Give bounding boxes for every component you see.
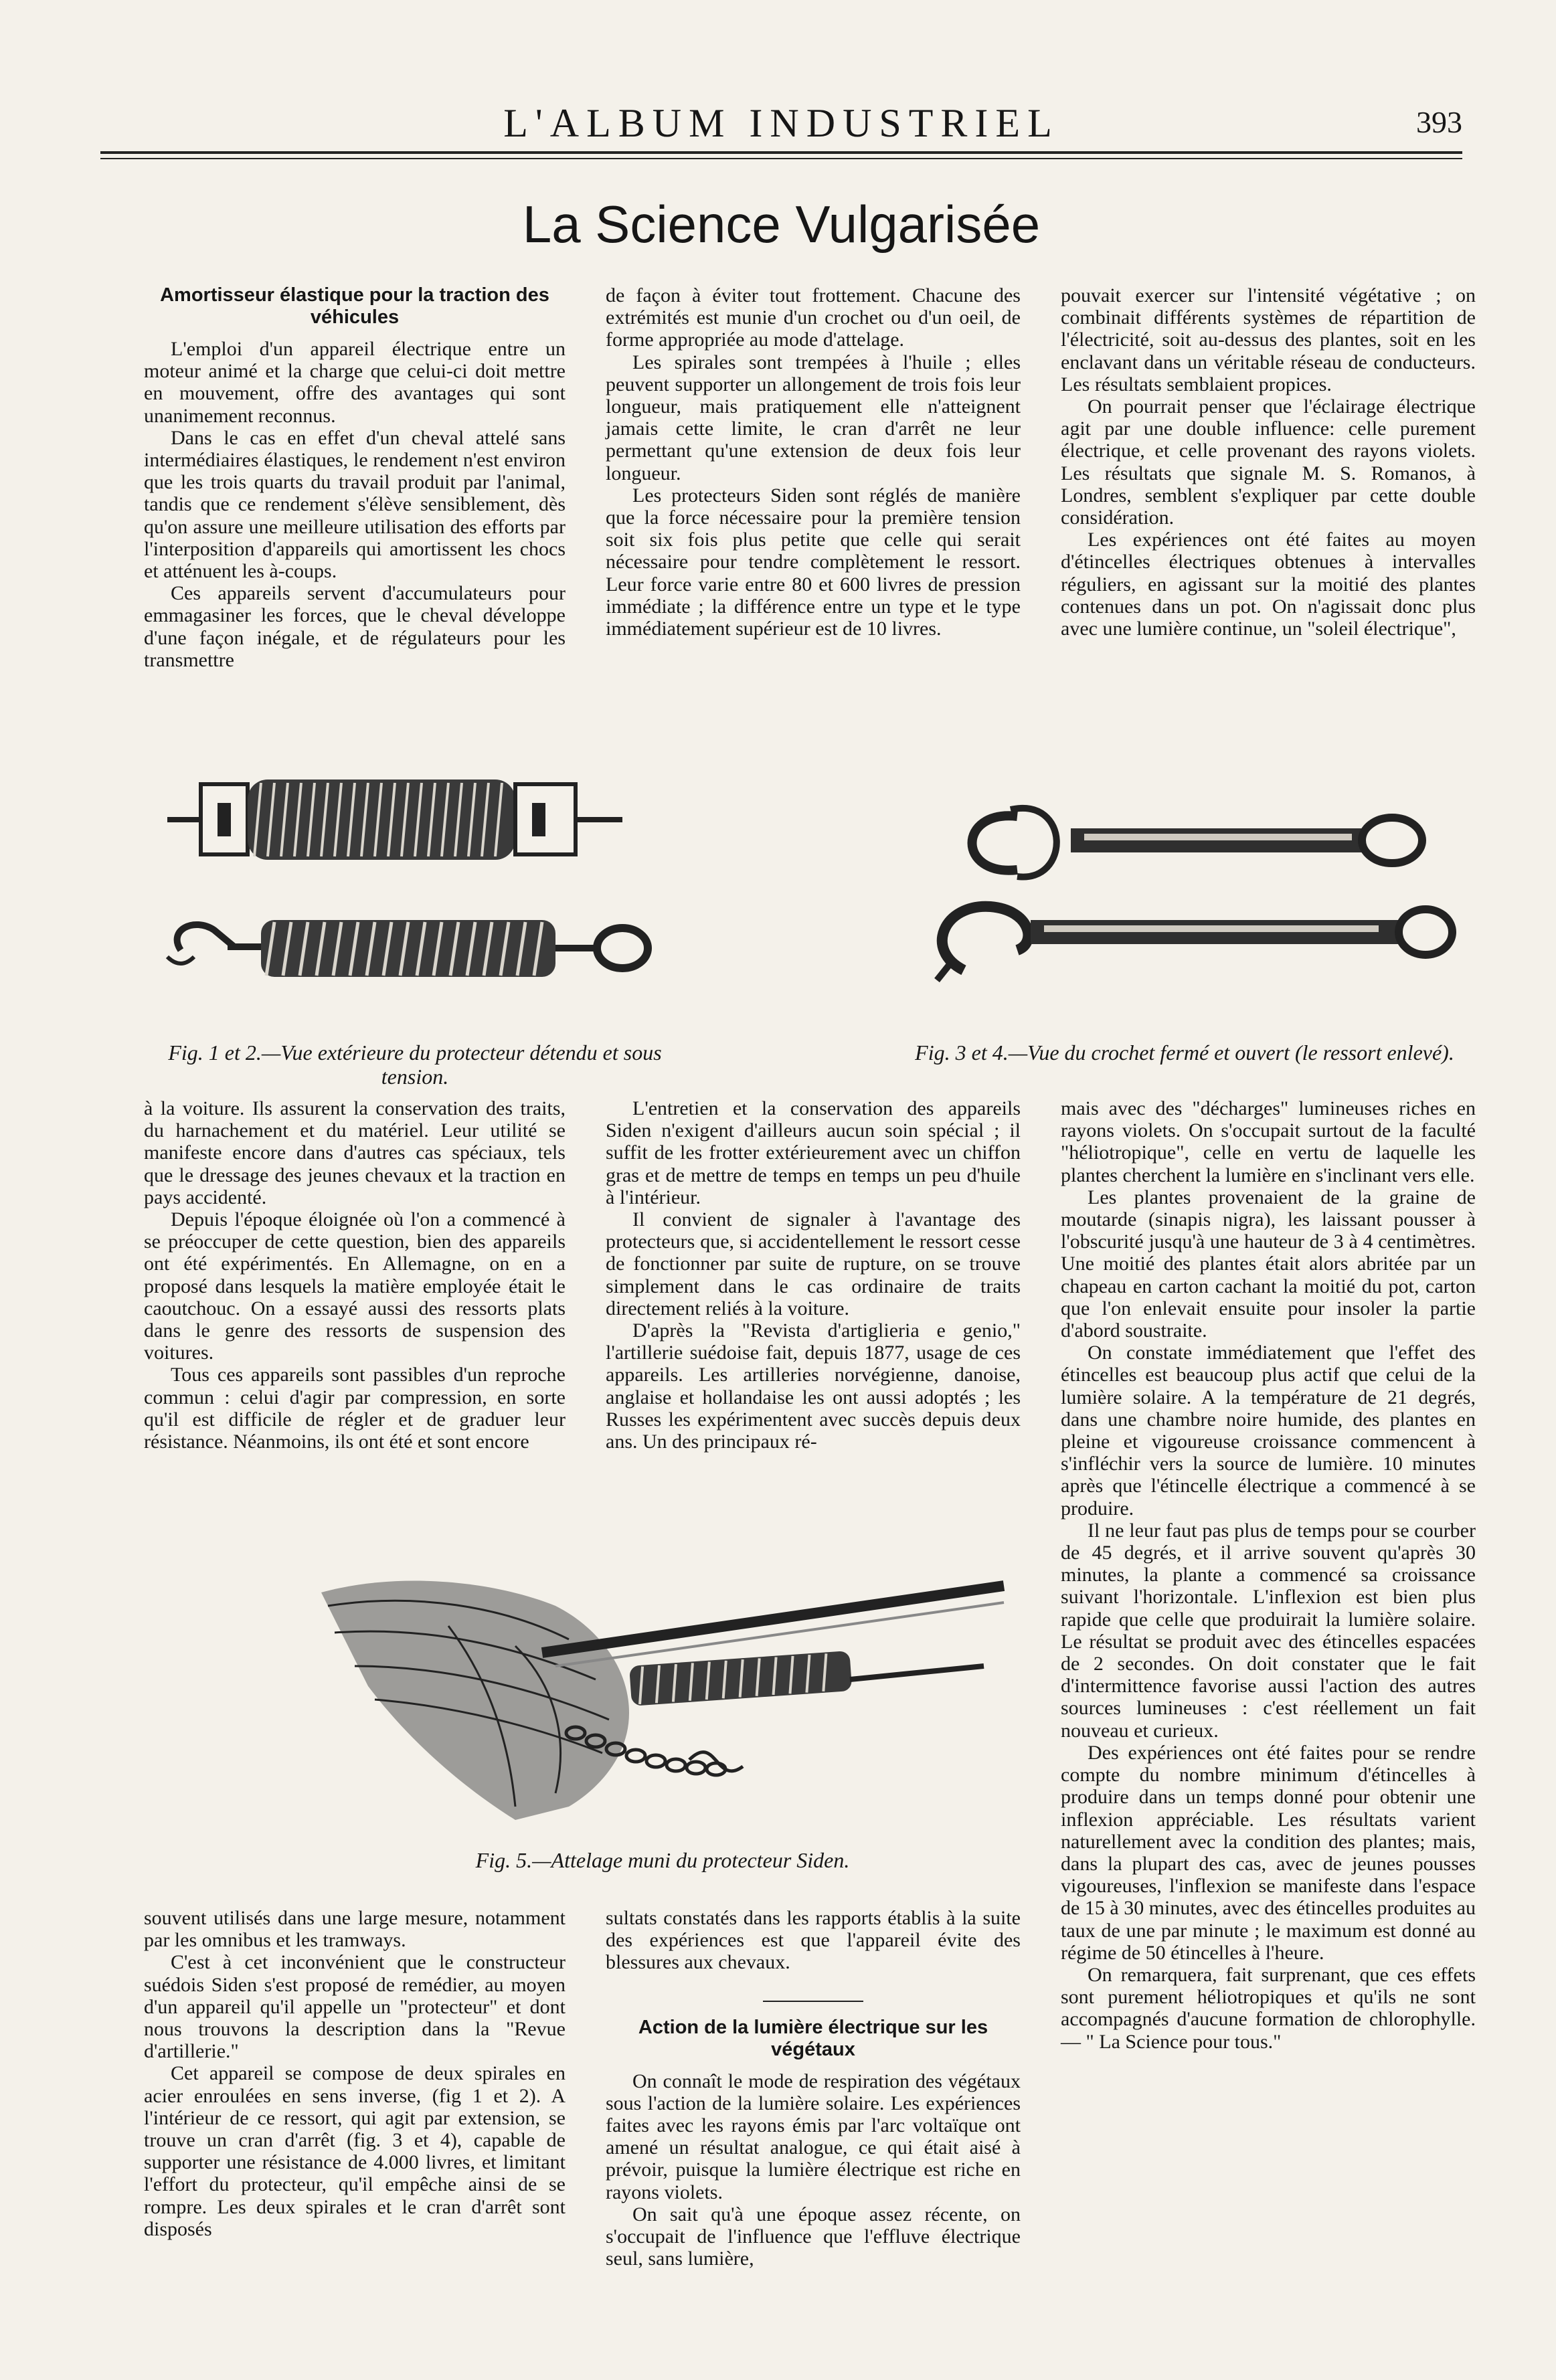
article1-column2-bottom: [606, 1907, 1021, 2270]
paragraph: L'entretien et la conservation des appareils Siden n'exigent d'ailleurs aucun soin spécial ; il suffit de les frotter extérieurement avec un chiffon gras et de mettre de temps en temps un peu d'huile à l'intérieur.: [606, 1097, 1021, 1208]
figure-4-hook-open: [937, 907, 1452, 980]
paragraph: On connaît le mode de respiration des végétaux sous l'action de la lumière solaire. Les expériences faites avec les rayons émis par l'arc voltaïque ont amené un résultat analogue, ce qui était aisé à prévoir, puisque la lumière électrique est riche en rayons violets.: [606, 2070, 1021, 2203]
section-title: La Science Vulgarisée: [522, 195, 1041, 254]
figure-1-protector-stretched: [167, 780, 622, 860]
paragraph: Ces appareils servent d'accumulateurs pour emmagasiner les forces, que le cheval développe d'une façon inégale, et de régulateurs pour les transmettre: [144, 582, 566, 671]
paragraph: D'après la "Revista d'artiglieria e genio," l'artillerie suédoise fait, depuis 1877, usage de ces appareils. Les artilleries norvégienne, danoise, anglaise et hollandaise les ont aussi adoptés ; les Russes les expérimentent avec succès depuis deux ans. Un des principaux ré-: [606, 1319, 1021, 1453]
figure-2-protector-tension: [167, 920, 648, 977]
paragraph: Les plantes provenaient de la graine de moutarde (sinapis nigra), les laissant pousser à l'obscurité jusqu'à une hauteur de 3 à 4 centimètres. Une moitié des plantes était alors abritée par un chapeau en carton cachant la moitié du pot, carton que l'on enlevait ensuite pour insoler la partie d'abord soustraite.: [1061, 1186, 1476, 1342]
figure-3-4-hooks: [917, 769, 1459, 997]
paragraph: sultats constatés dans les rapports établis à la suite des expériences est que l'appareil évite des blessures aux chevaux.: [606, 1907, 1021, 1974]
header-rule-thin: [100, 158, 1462, 159]
paragraph: On constate immédiatement que l'effet des étincelles est beaucoup plus actif que celui de la lumière solaire. A la température de 21 degrés, dans une chambre noire humide, des plantes en pleine et vigoureuse croissance commencent à s'infléchir vers la source de lumière. 10 minutes après que l'étincelle électrique a commencé à se produire.: [1061, 1342, 1476, 1520]
paragraph: Il ne leur faut pas plus de temps pour se courber de 45 degrés, et il arrive souvent qu'après 30 minutes, la plante a commencé sa croissance suivant l'horizontale. L'inflexion est bien plus rapide que celle que produirait la lumière solaire. Le résultat se produit avec des étincelles espacées de 2 secondes. On doit constater que le fait d'intermittence favorise aussi l'action des autres sources lumineuses : c'est réellement un fait nouveau et curieux.: [1061, 1519, 1476, 1742]
paragraph: mais avec des "décharges" lumineuses riches en rayons violets. On s'occupait surtout de la faculté "héliotropique", celle en vertu de laquelle les plantes cherchent la lumière en s'inclinant vers elle.: [1061, 1097, 1476, 1186]
paragraph: Les protecteurs Siden sont réglés de manière que la force nécessaire pour la première tension soit six fois plus petite que celle qui serait nécessaire pour tendre complètement le ressort. Leur force varie entre 80 et 600 livres de pression immédiate ; la différence entre un type et le type immédiatement supérieur est de 10 livres.: [606, 484, 1021, 640]
paragraph: Il convient de signaler à l'avantage des protecteurs que, si accidentellement le ressort cesse de fonctionner par suite de rupture, on se trouve simplement dans le cas ordinaire de traits directement reliés à la voiture.: [606, 1208, 1021, 1319]
paragraph: Depuis l'époque éloignée où l'on a commencé à se préoccuper de cette question, bien des appareils ont été expérimentés. En Allemagne, on en a proposé dans lesquels la matière employée était le caoutchouc. On a essayé aussi des ressorts plats dans le genre des ressorts de suspension des voitures.: [144, 1208, 566, 1364]
paragraph: Tous ces appareils sont passibles d'un reproche commun : celui d'agir par compression, en sorte qu'il est difficile de régler et de graduer leur résistance. Néanmoins, ils ont été et sont encore: [144, 1364, 566, 1453]
paragraph: Cet appareil se compose de deux spirales en acier enroulées en sens inverse, (fig 1 et 2). A l'intérieur de ce ressort, qui agit par extension, se trouve un cran d'arrêt (fig. 3 et 4), capable de supporter une résistance de 4.000 livres, et limitant l'effort du protecteur, qu'il empêche ainsi de se rompre. Les deux spirales et le cran d'arrêt sont disposés: [144, 2062, 566, 2240]
paragraph: On sait qu'à une époque assez récente, on s'occupait de l'influence que l'effluve électrique seul, sans lumière,: [606, 2203, 1021, 2270]
figure-1-2-spring-protector: [154, 756, 676, 1010]
article1-column1-middle: [144, 1097, 566, 1453]
article1-column1-bottom: [144, 1907, 566, 2240]
figure-3-4-caption: Fig. 3 et 4.—Vue du crochet fermé et ouvert (le ressort enlevé).: [915, 1040, 1454, 1065]
article1-column2-top: [606, 284, 1021, 640]
paragraph: de façon à éviter tout frottement. Chacune des extrémités est munie d'un crochet ou d'un oeil, de forme appropriée au mode d'attelage.: [606, 284, 1021, 351]
page-number: 393: [1416, 105, 1462, 139]
journal-title: L'ALBUM INDUSTRIEL: [503, 101, 1059, 145]
article1-column1-top: [144, 284, 566, 671]
article2-heading: Action de la lumière électrique sur les végétaux: [638, 2016, 988, 2060]
header-rule: [100, 151, 1462, 154]
article1-column2-middle: [606, 1097, 1021, 1453]
paragraph: Les expériences ont été faites au moyen d'étincelles électriques obtenues à intervalles réguliers, en agissant sur la moitié des plantes contenues dans un pot. On n'agissait donc plus avec une lumière continue, un "soleil électrique",: [1061, 529, 1476, 640]
running-head: [100, 100, 1462, 147]
figure-1-2-caption: Fig. 1 et 2.—Vue extérieure du protecteur détendu et sous tension.: [168, 1040, 662, 1089]
figure-3-hook-closed: [972, 808, 1423, 877]
paragraph: souvent utilisés dans une large mesure, notamment par les omnibus et les tramways.: [144, 1907, 566, 1952]
figure-5-harness-illustration: [315, 1566, 1011, 1840]
paragraph: Des expériences ont été faites pour se rendre compte du nombre minimum d'étincelles à produire dans un temps donné pour obtenir une inflexion appréciable. Les résultats varient naturellement avec la condition des plantes; mais, dans la plupart des cas, avec de jeunes pousses vigoureuses, l'inflexion se manifeste dans l'espace de 15 à 30 minutes, avec des étincelles produites au taux de une par minute ; le maximum est donné au régime de 50 étincelles à l'heure.: [1061, 1741, 1476, 1964]
paragraph: C'est à cet inconvénient que le constructeur suédois Siden s'est proposé de remédier, au moyen d'un appareil qu'il appelle un "protecteur" et dont nous trouvons la description dans la "Revue d'artillerie.": [144, 1951, 566, 2063]
paragraph: Dans le cas en effet d'un cheval attelé sans intermédiaires élastiques, le rendement n'est environ que les trois quarts du travail produit par l'animal, tandis que ce rendement s'élève sensiblement, dès qu'on assure une meilleure utilisation des efforts par l'interposition d'appareils qui amortissent les chocs et atténuent les à-coups.: [144, 426, 566, 583]
figure-5-caption: Fig. 5.—Attelage muni du protecteur Siden.: [475, 1848, 850, 1872]
article-separator-rule: [763, 2001, 863, 2002]
paragraph: à la voiture. Ils assurent la conservation des traits, du harnachement et du matériel. Leur utilité se manifeste encore dans d'autres cas spéciaux, tels que le dressage des jeunes chevaux et la traction en pays accidenté.: [144, 1097, 566, 1208]
article2-column3-bottom: [1061, 1097, 1476, 2053]
paragraph: pouvait exercer sur l'intensité végétative ; on combinait différents systèmes de répartition de l'électricité, soit au-dessus des plantes, soit en les enclavant dans un véritable réseau de conducteurs. Les résultats semblaient propices.: [1061, 284, 1476, 395]
paragraph: On pourrait penser que l'éclairage électrique agit par une double influence: celle purement électrique, et celle provenant des rayons violets. Les résultats que signale M. S. Romanos, à Londres, semblent s'expliquer par cette double considération.: [1061, 395, 1476, 529]
paragraph: L'emploi d'un appareil électrique entre un moteur animé et la charge que celui-ci doit mettre en mouvement, offre des avantages qui sont unanimement reconnus.: [144, 338, 566, 427]
paragraph: On remarquera, fait surprenant, que ces effets sont purement héliotropiques et qu'ils ne sont accompagnés d'aucune formation de chlorophylle.— " La Science pour tous.": [1061, 1963, 1476, 2053]
article1-heading: Amortisseur élastique pour la traction des véhicules: [160, 284, 549, 328]
article2-column3-top: [1061, 284, 1476, 640]
paragraph: Les spirales sont trempées à l'huile ; elles peuvent supporter un allongement de trois fois leur longueur, mais pratiquement elle n'atteignent jamais cette limite, le cran d'arrêt ne leur permettant qu'une extension de deux fois leur longueur.: [606, 351, 1021, 484]
